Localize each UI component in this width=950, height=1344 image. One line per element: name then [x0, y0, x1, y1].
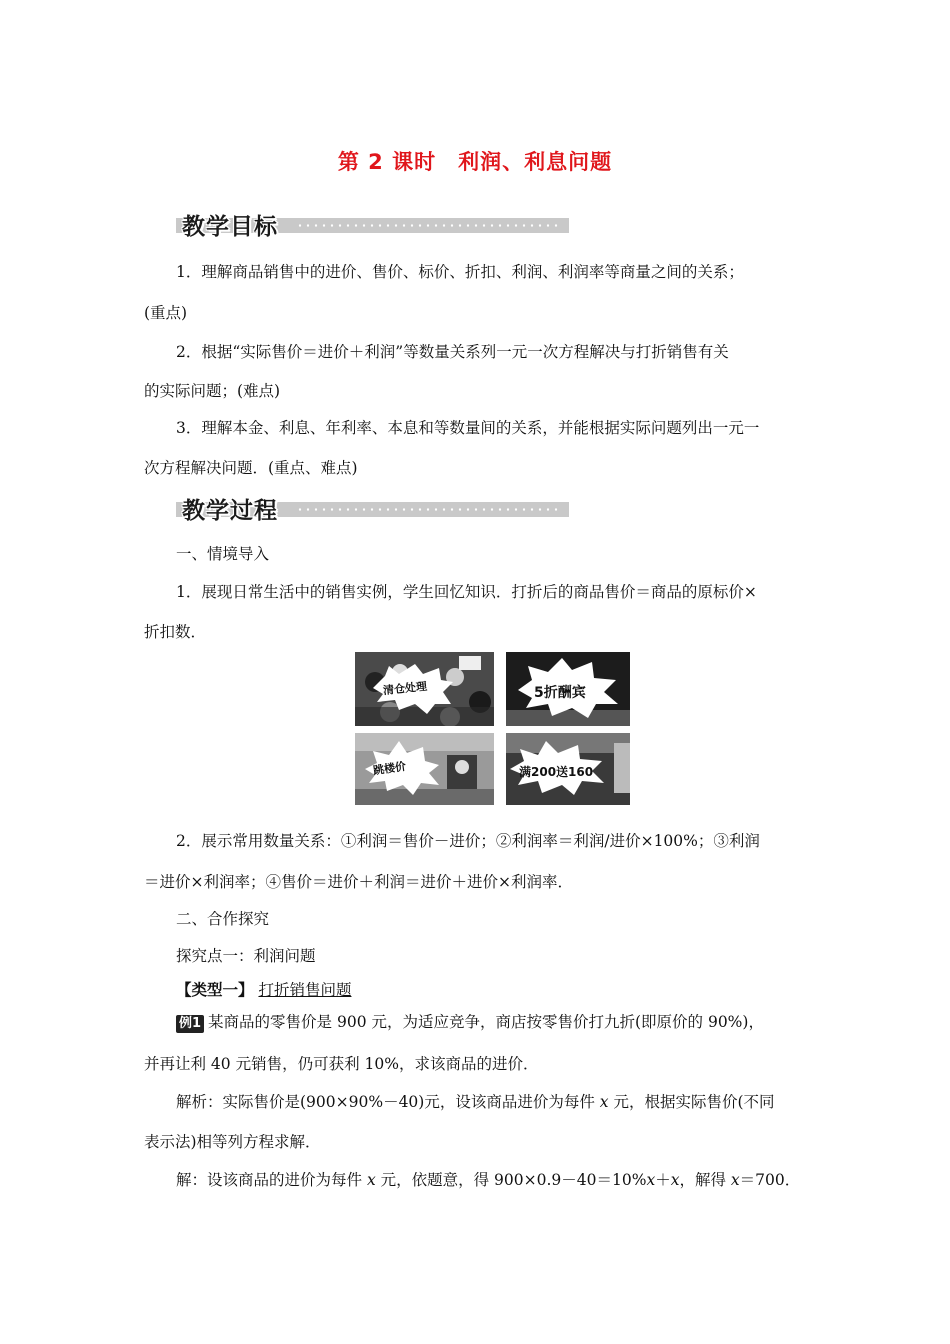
section-label: 教学过程 — [182, 498, 278, 524]
intro-1-line-1: 1．展现日常生活中的销售实例，学生回忆知识．打折后的商品售价＝商品的原标价× — [176, 583, 757, 601]
photo-label-clearance: 清仓处理 — [382, 679, 428, 698]
goal-1-line-1: 1．理解商品销售中的进价、售价、标价、折扣、利润、利润率等商量之间的关系； — [176, 263, 744, 281]
solution-line: 解：设该商品的进价为每件 x 元，依题意，得 900×0.9－40＝10%x＋x，解得 x＝700． — [176, 1171, 801, 1189]
intro-2-line-2: ＝进价×利润率；④售价＝进价＋利润＝进价＋进价×利润率． — [144, 873, 573, 891]
example-badge: 例1 — [176, 1015, 204, 1033]
type-1-label: 【类型一】 — [176, 980, 254, 999]
goal-3-line-2: 次方程解决问题．(重点、难点) — [144, 459, 358, 477]
lesson-topic: 利润、利息问题 — [458, 150, 613, 174]
section-banner-goals — [176, 210, 569, 240]
section-banner-process — [176, 494, 569, 524]
analysis-line-1: 解析：实际售价是(900×90%－40)元，设该商品进价为每件 x 元，根据实际售价(不同 — [176, 1093, 775, 1111]
page-title — [0, 146, 950, 176]
explore-point-1: 探究点一：利润问题 — [176, 947, 316, 965]
intro-2-line-1: 2．展示常用数量关系：①利润＝售价－进价；②利润率＝利润/进价×100%；③利润 — [176, 832, 760, 850]
goal-1-line-2: (重点) — [144, 304, 188, 322]
type-1-row — [176, 978, 351, 1000]
goal-2-line-2: 的实际问题；(难点) — [144, 382, 281, 400]
sales-photo-collage — [355, 652, 630, 805]
type-1-title: 打折销售问题 — [258, 981, 352, 999]
part-2-heading: 二、合作探究 — [176, 910, 270, 928]
photo-label-rock-bottom: 跳楼价 — [372, 759, 407, 778]
example-1-line-1 — [176, 1010, 764, 1033]
analysis-line-2: 表示法)相等列方程求解． — [144, 1133, 321, 1151]
section-label: 教学目标 — [182, 214, 278, 240]
example-1-line-2: 并再让利 40 元销售，仍可获利 10%，求该商品的进价． — [144, 1055, 539, 1073]
photo-label-half-price: 5折酬宾 — [534, 685, 586, 701]
intro-1-line-2: 折扣数． — [144, 623, 207, 641]
goal-2-line-1: 2．根据“实际售价＝进价＋利润”等数量关系列一元一次方程解决与打折销售有关 — [176, 343, 729, 361]
example-text: 某商品的零售价是 900 元，为适应竞争，商店按零售价打九折(即原价的 90%)， — [208, 1013, 764, 1031]
part-1-heading: 一、情境导入 — [176, 545, 270, 563]
goal-3-line-1: 3．理解本金、利息、年利率、本息和等数量间的关系，并能根据实际问题列出一元一 — [176, 419, 760, 437]
photo-label-spend-get: 满200送160 — [519, 765, 594, 779]
lesson-number: 第 2 课时 — [337, 150, 437, 174]
